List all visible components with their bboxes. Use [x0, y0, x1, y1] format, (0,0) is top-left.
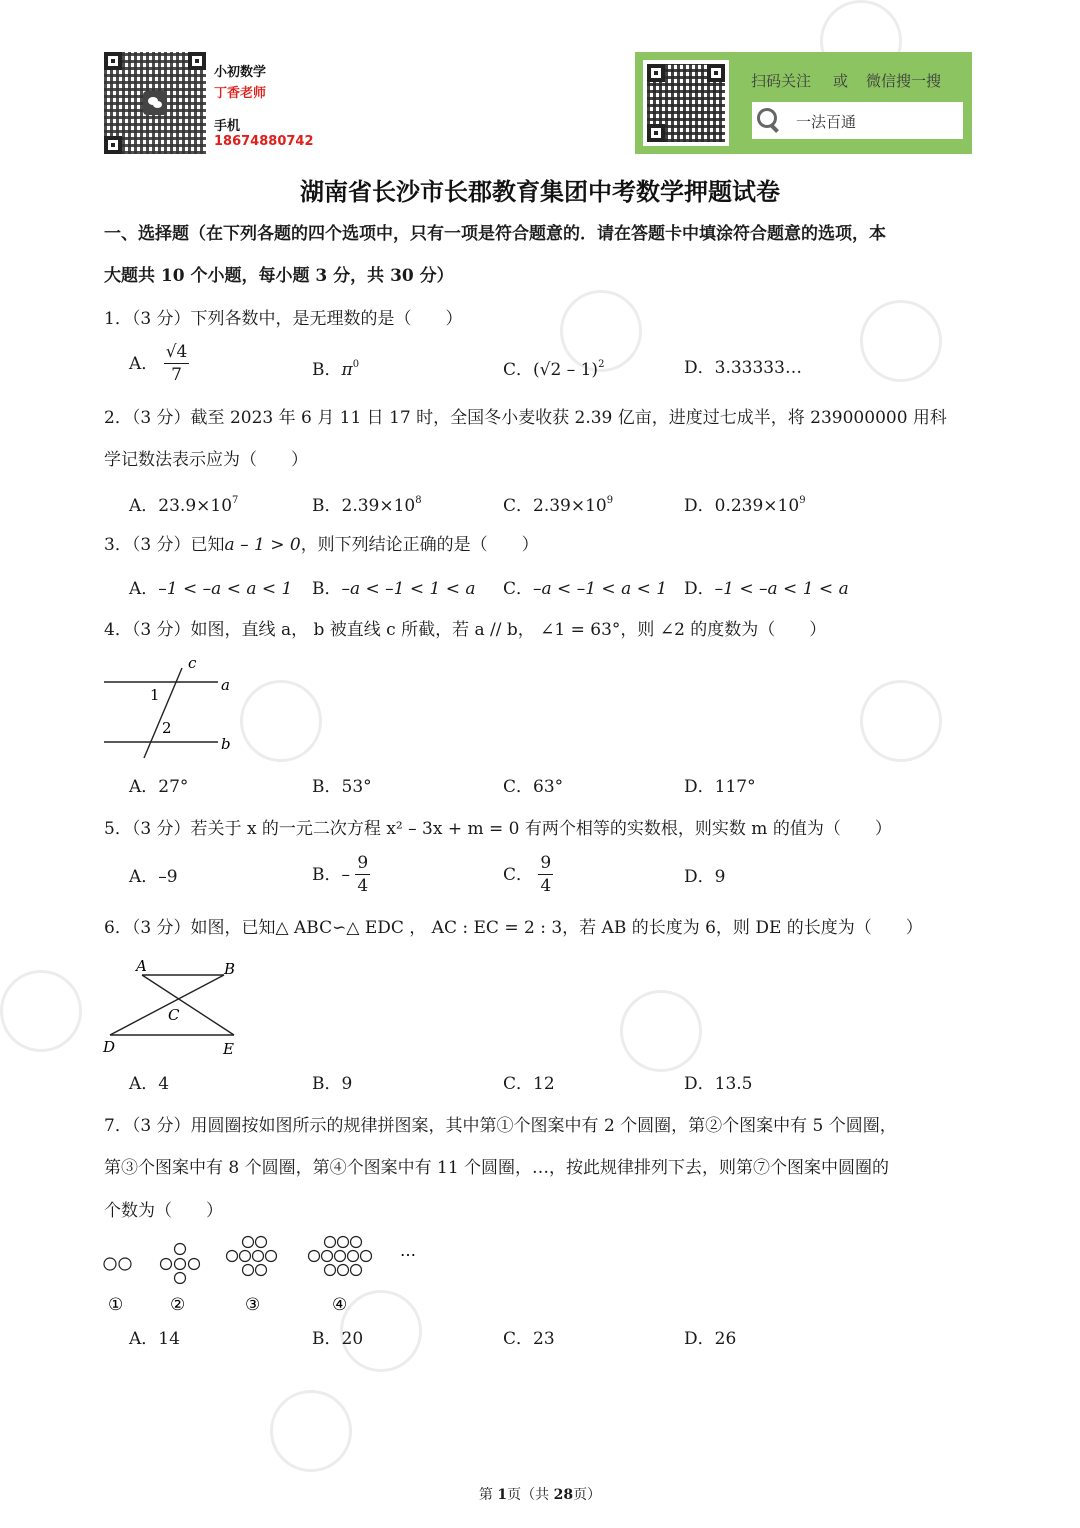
- option-value: –1 < –a < 1 < a: [714, 579, 849, 599]
- option-label: B．: [312, 864, 342, 885]
- option-value: 9: [714, 867, 726, 887]
- denominator: 4: [357, 876, 369, 896]
- segment-bd: [110, 975, 224, 1035]
- label-angle-2: 2: [162, 719, 172, 737]
- question-stem-line3: 个数为（ ）: [104, 1201, 223, 1221]
- fraction: [538, 855, 553, 895]
- option-value: 0.239×10: [714, 496, 800, 516]
- option-b: [312, 581, 476, 598]
- option-label: C．: [503, 579, 534, 599]
- option-value: 13.5: [714, 1074, 753, 1094]
- option-value: 9: [341, 1074, 353, 1094]
- option-label: C．: [503, 1074, 534, 1094]
- label-angle-1: 1: [150, 686, 160, 704]
- option-value: 26: [714, 1329, 737, 1349]
- option-label: D．: [684, 777, 715, 797]
- option-value: –a < –1 < 1 < a: [341, 579, 476, 599]
- label-B: B: [224, 960, 236, 978]
- watermark-logo: [253, 1373, 369, 1489]
- stem-text: ，则下列结论正确的是（ ）: [300, 535, 539, 555]
- option-c: [503, 855, 553, 895]
- question-stem-line2: 学记数法表示应为（ ）: [104, 450, 308, 470]
- option-c: [503, 1076, 555, 1093]
- option-c: [503, 1331, 555, 1348]
- question-stem: 4．（3 分）如图，直线 a， b 被直线 c 所截，若 a // b， ∠1 = 63°，则 ∠2 的度数为（ ）: [104, 620, 827, 640]
- option-label: A．: [129, 496, 159, 516]
- option-b: [312, 779, 372, 796]
- option-label: B．: [312, 360, 342, 380]
- pattern-label-2: ②: [170, 1295, 186, 1315]
- page-number: 1: [497, 1487, 508, 1503]
- option-value: 27°: [158, 777, 189, 797]
- option-b: [312, 1331, 363, 1348]
- option-d: [684, 360, 802, 377]
- search-icon: [757, 108, 779, 132]
- label-D: D: [103, 1038, 116, 1056]
- page-footer: [0, 1484, 1080, 1504]
- option-value: 12: [533, 1074, 555, 1094]
- option-value: –a < –1 < a < 1: [533, 579, 668, 599]
- option-value: –1 < –a < a < 1: [158, 579, 293, 599]
- option-label: C．: [503, 777, 534, 797]
- wechat-icon: [143, 91, 167, 115]
- option-value: 20: [341, 1329, 364, 1349]
- option-label: D．: [684, 496, 715, 516]
- option-label: D．: [684, 1329, 715, 1349]
- exponent: 7: [232, 495, 239, 506]
- page-total: 28: [553, 1487, 574, 1503]
- label-a: a: [221, 676, 230, 694]
- exponent: 9: [606, 495, 614, 506]
- circle-patterns-figure: [100, 1232, 430, 1316]
- watermark-logo: [603, 973, 719, 1089]
- similar-triangles-figure: [100, 952, 250, 1062]
- stem-text: 3．（3 分）已知: [104, 535, 225, 555]
- pattern-label-1: ①: [108, 1295, 124, 1315]
- option-label: A．: [129, 353, 159, 374]
- option-a: [129, 1076, 169, 1093]
- parallel-lines-figure: [100, 650, 240, 760]
- option-label: A．: [129, 1074, 159, 1094]
- option-c: [503, 496, 613, 515]
- option-b: [312, 1076, 352, 1093]
- wechat-search-text: 微信搜一搜: [866, 72, 942, 90]
- option-d: [684, 779, 756, 796]
- option-value: 3.33333…: [714, 358, 802, 378]
- segment-ae: [142, 975, 234, 1035]
- option-label: A．: [129, 777, 159, 797]
- question-stem-line1: 7．（3 分）用圆圈按如图所示的规律拼图案，其中第①个图案中有 2 个圆圈，第②个图案中有 5 个圆圈，: [104, 1116, 897, 1136]
- option-value: 53°: [341, 777, 372, 797]
- option-c: [503, 360, 604, 379]
- label-C: C: [168, 1006, 180, 1024]
- phone-number: 18674880742: [214, 134, 314, 149]
- section-heading-line2: 大题共 10 个小题，每小题 3 分，共 30 分）: [104, 266, 454, 286]
- option-value: (√2 – 1): [533, 360, 599, 380]
- option-d: [684, 1076, 753, 1093]
- denominator: 7: [171, 365, 182, 385]
- numerator: 9: [540, 853, 552, 873]
- fraction: [164, 344, 190, 384]
- option-c: [503, 779, 563, 796]
- exponent: 8: [415, 495, 422, 506]
- label-A: A: [136, 957, 147, 975]
- option-label: B．: [312, 579, 342, 599]
- denominator: 4: [540, 876, 552, 896]
- option-a: [129, 779, 188, 796]
- option-label: A．: [129, 1329, 159, 1349]
- option-a: [129, 869, 178, 886]
- question-stem: [104, 537, 539, 554]
- option-d: [684, 496, 806, 515]
- option-value: 4: [158, 1074, 170, 1094]
- exponent: 0: [352, 359, 360, 370]
- stem-math: a – 1 > 0: [224, 535, 301, 555]
- section-heading-line1: 一、选择题（在下列各题的四个选项中，只有一项是符合题意的．请在答题卡中填涂符合题意的选项，本: [104, 224, 886, 244]
- option-label: C．: [503, 864, 534, 885]
- option-label: B．: [312, 1074, 342, 1094]
- option-label: D．: [684, 579, 715, 599]
- footer-text: 页）: [573, 1487, 602, 1503]
- label-E: E: [223, 1040, 234, 1058]
- question-stem: 5．（3 分）若关于 x 的一元二次方程 x² – 3x + m = 0 有两个相等的实数根，则实数 m 的值为（ ）: [104, 819, 892, 839]
- option-value: 63°: [533, 777, 564, 797]
- footer-text: 第: [478, 1487, 498, 1503]
- numerator: 9: [357, 853, 369, 873]
- search-box[interactable]: [752, 102, 963, 139]
- option-value: 117°: [714, 777, 756, 797]
- option-value: 23: [533, 1329, 555, 1349]
- option-d: [684, 869, 725, 886]
- qr-code[interactable]: [104, 52, 206, 154]
- search-term: 一法百通: [796, 113, 857, 131]
- option-value: 14: [158, 1329, 180, 1349]
- phone-label: 手机: [214, 119, 241, 134]
- option-label: A．: [129, 867, 159, 887]
- option-d: [684, 581, 849, 598]
- question-stem: 6．（3 分）如图，已知△ ABC∽△ EDC ， AC : EC = 2 : 3，若 AB 的长度为 6，则 DE 的长度为（ ）: [104, 918, 923, 938]
- option-label: D．: [684, 1074, 715, 1094]
- fraction: [355, 855, 370, 895]
- option-value: π: [341, 360, 353, 380]
- option-label: D．: [684, 358, 715, 378]
- option-label: C．: [503, 1329, 534, 1349]
- option-label: B．: [312, 496, 342, 516]
- option-value: 2.39×10: [341, 496, 416, 516]
- pattern-4: [309, 1237, 372, 1276]
- option-c: [503, 581, 667, 598]
- contact-card: [104, 52, 314, 154]
- question-stem-line1: 2．（3 分）截至 2023 年 6 月 11 日 17 时，全国冬小麦收获 2.39 亿亩，进度过七成半，将 239000000 用科: [104, 408, 947, 428]
- footer-text: 页（共: [507, 1487, 554, 1503]
- option-value: 2.39×10: [533, 496, 607, 516]
- option-value: –9: [158, 867, 178, 887]
- option-sign: –: [341, 864, 350, 885]
- pattern-2: [161, 1244, 200, 1284]
- exponent: 2: [598, 359, 605, 370]
- option-d: [684, 1331, 736, 1348]
- exponent: 9: [799, 495, 806, 506]
- option-label: C．: [503, 360, 534, 380]
- ellipsis: …: [400, 1241, 416, 1260]
- option-a: [129, 1331, 180, 1348]
- pattern-label-3: ③: [245, 1295, 261, 1315]
- option-b: [312, 855, 370, 895]
- watermark-logo: [0, 953, 99, 1069]
- pattern-label-4: ④: [332, 1295, 348, 1315]
- option-label: B．: [312, 1329, 342, 1349]
- option-a: [129, 344, 189, 384]
- question-stem-line2: 第③个图案中有 8 个圆圈，第④个图案中有 11 个圆圈，…，按此规律排列下去，则第⑦个图案中圆圈的: [104, 1158, 890, 1178]
- option-label: B．: [312, 777, 342, 797]
- option-label: D．: [684, 867, 715, 887]
- teacher-subject: 小初数学: [214, 65, 267, 80]
- label-c: c: [188, 654, 197, 672]
- watermark-logo: [843, 283, 959, 399]
- numerator: √4: [165, 342, 188, 362]
- follow-banner: [635, 52, 972, 154]
- option-b: [312, 496, 422, 515]
- pattern-1: [104, 1258, 131, 1270]
- option-label: A．: [129, 579, 159, 599]
- follow-text: 扫码关注: [751, 72, 812, 90]
- option-label: C．: [503, 496, 534, 516]
- option-a: [129, 581, 292, 598]
- or-text: 或: [833, 72, 849, 90]
- teacher-name: 丁香老师: [214, 86, 267, 101]
- pattern-3: [227, 1237, 277, 1276]
- option-b: [312, 360, 359, 379]
- page-title: 湖南省长沙市长郡教育集团中考数学押题试卷: [300, 177, 780, 206]
- question-stem: 1．（3 分）下列各数中，是无理数的是（ ）: [104, 309, 463, 329]
- watermark-logo: [223, 663, 339, 779]
- qr-code[interactable]: [643, 60, 729, 146]
- watermark-logo: [843, 663, 959, 779]
- option-a: [129, 496, 238, 515]
- label-b: b: [221, 735, 231, 753]
- option-value: 23.9×10: [158, 496, 233, 516]
